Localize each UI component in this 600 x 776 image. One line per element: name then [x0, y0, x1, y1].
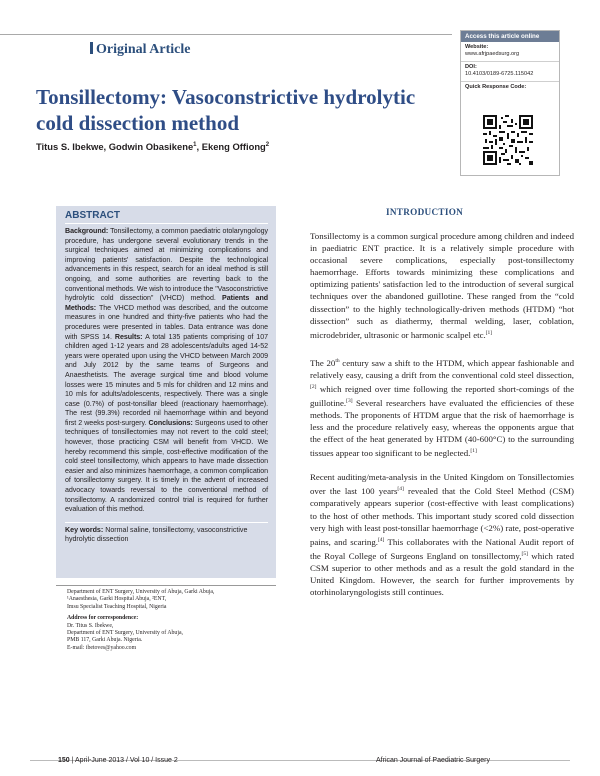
doi-row — [461, 62, 559, 78]
patients-methods-text: The VHCD method was described, and the outcome measures in one hundred and thirty-five patients who had the procedures were presented in tables. Data entrance was done with SPSS 14. — [65, 303, 268, 341]
keywords-text: Normal saline, tonsillectomy, vasoconstrictive hydrolytic dissection — [65, 525, 248, 544]
patients-methods-label: Patients and Methods: — [65, 294, 269, 312]
qr-label: Quick Response Code: — [465, 84, 527, 90]
issue-info: April-June 2013 / Vol 10 / Issue 2 — [75, 757, 178, 764]
intro-p2-text: The 20 — [310, 357, 336, 368]
introduction-heading: INTRODUCTION — [386, 207, 464, 217]
intro-paragraph-3 — [310, 471, 574, 598]
citation-ref[interactable]: [2] — [310, 383, 317, 390]
affiliation-line: Department of ENT Surgery, University of Abuja, Garki Abuja, — [67, 589, 215, 595]
footer-issue-info: 150 | April-June 2013 / Vol 10 / Issue 2 — [58, 757, 178, 764]
intro-p2-text: which reigned over time following the reported short-comings of the guillotine. — [310, 383, 574, 408]
website-label: Website: — [465, 44, 489, 50]
ordinal-sup: th — [335, 357, 340, 364]
background-label: Background: — [65, 227, 109, 235]
background-text: Tonsillectomy, a common paediatric otolaryngology procedure, has undergone several evolutionary trends in the surgical techniques aimed at minimizing complications and improving patients' satisfaction. Despite the technological advancements in this respect, search for an ideal method is still ongoing, and some authorities are reverting back to the conventional methods. We wish to introduce the "Vasoconstrictive hydrolytic cold dissection" (VHCD) method. — [65, 227, 268, 303]
results-text: A total 135 patients comprising of 107 children aged 1-12 years and 28 adolescents/adults aged 14-52 years were operated upon using the VHCD between March 2009 and July 2012 by the same teams of Surgeons and Anaesthetists. The average surgical time and blood volume losses were 15 minutes and 5 mls for children and 12 mins and 10 mls for adults/adolescents, respectively. There was a single case (0.7%) of post-tonsillar bleed (reactionary haemorrhage). The rest (99.3%) recorded nil haemorrhage within and beyond first 2 weeks post-surgery. — [65, 332, 268, 427]
website-link[interactable]: www.afrjpaedsurg.org — [465, 51, 520, 57]
abstract-heading: ABSTRACT — [65, 210, 268, 224]
correspondence-line: PMB 117, Garki Abuja. Nigeria. — [67, 637, 143, 644]
author-sup-2: 2 — [265, 141, 270, 148]
title-line-2: cold dissection method — [36, 111, 240, 135]
doi-value[interactable]: 10.4103/0189-6725.115042 — [465, 71, 534, 77]
correspondence-email[interactable]: E-mail: ibetoves@yahoo.com — [67, 644, 137, 651]
qr-row — [461, 82, 559, 91]
correspondence-line: Dr. Titus S. Ibekwe, — [67, 622, 114, 629]
keywords-label: Key words: — [65, 525, 104, 534]
citation-ref[interactable]: [5] — [521, 550, 528, 557]
author-1-2: Titus S. Ibekwe, Godwin Obasikene — [36, 141, 194, 152]
intro-p3-text: which rated CSM superior to other methods and as a result the gold standard in the United Kingdom. However, the search for further improvements by otorhinolaryngologists still continues. — [310, 550, 574, 597]
access-heading: Access this article online — [461, 31, 559, 42]
affiliation-rule — [56, 585, 276, 586]
citation-ref[interactable]: [4] — [377, 536, 385, 543]
introduction-body — [310, 230, 574, 610]
citation-ref[interactable]: [3] — [346, 397, 353, 404]
page-number: 150 — [58, 757, 70, 764]
citation-ref[interactable]: [4] — [397, 486, 404, 493]
access-article-box — [460, 30, 560, 176]
keywords — [65, 522, 268, 545]
intro-p3-text: Recent auditing/meta-analysis in the United Kingdom on Tonsillectomies over the last 100 years — [310, 472, 574, 497]
conclusions-label: Conclusions: — [146, 418, 193, 427]
intro-paragraph-2 — [310, 355, 574, 460]
intro-p3-text: This collaborates with the National Audit report of the Royal College of Surgeons England on tonsillectomy, — [310, 536, 574, 561]
intro-p2-text: century saw a shift to the HTDM, which appear fashionable and relatively easy, causing a drift from the conventional cold steel dissection, — [310, 357, 574, 380]
intro-p3-text: revealed that the Cold Steel Method (CSM) comparatively appears superior (cost-effective with least complications) to the host of other methods. This important study scored cold dissection very high with least post-tonsillar haemorrhage (<2%) rate, post-operative pains, and scaring. — [310, 486, 574, 547]
intro-paragraph-1 — [310, 230, 574, 341]
title-line-1: Tonsillectomy: Vasoconstrictive hydrolytic — [36, 85, 416, 109]
affiliation-line: Imsu Specialist Teaching Hospital, Nigeria — [67, 603, 167, 610]
journal-name: African Journal of Paediatric Surgery — [376, 757, 490, 764]
website-row — [461, 42, 559, 58]
citation-ref[interactable]: [1] — [485, 329, 493, 336]
qr-code-icon[interactable] — [483, 115, 533, 165]
author-sup-1: 1 — [193, 141, 197, 148]
correspondence-line: Department of ENT Surgery, University of Abuja, — [67, 630, 183, 637]
results-label: Results: — [111, 332, 143, 341]
affiliations — [67, 589, 275, 652]
citation-ref[interactable]: [1] — [470, 448, 477, 455]
intro-p2-text: Several researchers have evaluated the efficiencies of these methods. The proponents of HTDM argue that the risk of haemorrhage is less and the procedure relatively easy, whereas the opponents argue that the effect of the heat generated by HTDM (40-600°C) to the surrounding tissues appear too significant to be neglected. — [310, 397, 574, 459]
abstract-body — [65, 227, 268, 515]
article-title — [36, 84, 446, 136]
abstract-panel — [56, 206, 276, 578]
article-type-label — [90, 42, 190, 58]
conclusions-text: Surgeons used to other techniques of tonsillectomies may not revert to the cold steel; however, those practicing CSM will benefit from VHCD. We hereby recommend this simple, cost-effective modification of the cold steel tonsillectomy, which appears to have made dissection easier and also minimizes haemorrhage, a common complication of tonsillectomy surgery. It is timely in the advent of increased advocacy towards reversal to the conventional method of tonsillectomy. A randomized control trial is required for further evaluation of this method. — [65, 418, 268, 514]
correspondence-heading: Address for correspondence: — [67, 615, 139, 622]
label-accent-bar — [90, 42, 93, 54]
affiliation-line: ¹Anaesthesia, Garki Hospital Abuja, ²ENT, — [67, 596, 167, 603]
author-list — [36, 141, 269, 152]
author-3: , Ekeng Offiong — [196, 141, 266, 152]
header-rule — [0, 34, 452, 35]
doi-label: DOI: — [465, 64, 477, 70]
article-type-text: Original Article — [96, 42, 191, 57]
intro-p1-text: Tonsillectomy is a common surgical procedure among children and indeed in paediatric ENT practice. It is a relatively simple procedure with occasional severe complications, especially post-tonsillectomy haemorrhage. Efforts towards minimizing these complications and optimizing patients' satisfaction led to the introduction of several surgical techniques over the abandoned guillotine. These ranged from the “cold dissection” to the highly technologically-driven methods (HTDM) “hot dissection” such as diathermy, thermal welding, laser, coblation, microdebrider, ultrasonic or harmonic scalpel etc. — [310, 231, 574, 340]
